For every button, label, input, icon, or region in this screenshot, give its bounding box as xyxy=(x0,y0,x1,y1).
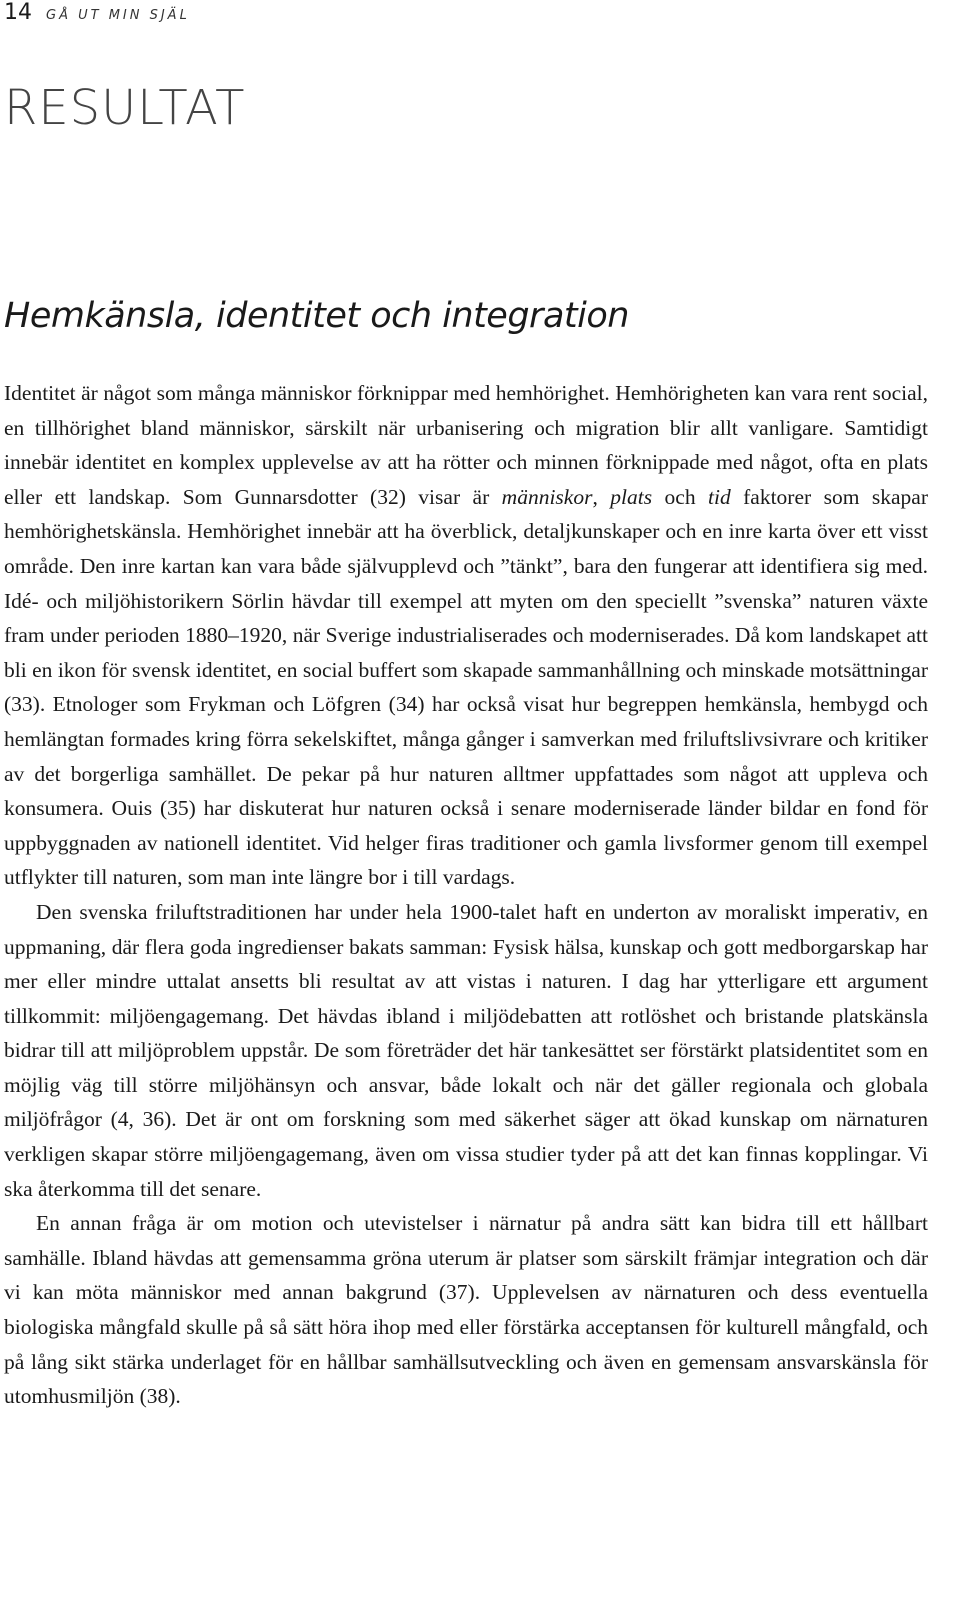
text-run: Den svenska friluftstraditionen har under hela 1900-talet haft en underton av moraliskt imperativ, en uppmaning, där flera goda ingredienser bakats samman: Fysisk hälsa, kunskap och gott medborgarskap har mer eller mindre uttalat ansetts bli resultat av att vistas i naturen. I dag har ytterligare ett argument tillkommit: miljöengagemang. Det hävdas ibland i miljödebatten att rotlöshet och bristande platskänsla bidrar till att miljöproblem uppstår. De som företräder det här tankesättet ser förstärkt platsidentitet som en möjlig väg till större miljöhänsyn och ansvar, både lokalt och när det gäller regionala och globala miljöfrågor (4, 36). Det är ont om forskning som med säkerhet säger att ökad kunskap om närnaturen verkligen skapar större miljöengagemang, även om vissa studier tyder på att det kan finnas kopplingar. Vi ska återkomma till det senare. xyxy=(4,899,928,1201)
running-title: GÅ UT MIN SJÄL xyxy=(46,8,190,23)
text-run: faktorer som skapar hemhörighetskänsla. Hemhörighet innebär att ha överblick, detaljkunskaper och en inre karta över ett visst område. Den inre kartan kan vara både självupplevd och ”tänkt”, bara den fungerar att identifiera sig med. Idé- och miljöhistorikern Sörlin hävdar till exempel att myten om den speciellt ”svenska” naturen växte fram under perioden 1880–1920, när Sverige industrialiserades och moderniserades. Då kom landskapet att bli en ikon för svensk identitet, en social buffert som skapade sammanhållning och minskade motsättningar (33). Etnologer som Frykman och Löfgren (34) har också visat hur begreppen hemkänsla, hembygd och hemlängtan formades kring förra sekelskiftet, många gånger i samverkan med friluftslivsivrare och kritiker av det borgerliga samhället. De pekar på hur naturen alltmer uppfattades som något att uppleva och konsumera. Ouis (35) har diskuterat hur naturen också i senare moderniserade länder bildar en fond för uppbyggnaden av nationell identitet. Vid helger firas traditioner och gamla livsformer genom till exempel utflykter till naturen, som man inte längre bor i till vardags. xyxy=(4,484,928,890)
paragraph-2 xyxy=(4,895,928,1206)
emphasized-term: plats xyxy=(610,484,653,509)
emphasized-term: människor xyxy=(501,484,593,509)
paragraph-3 xyxy=(4,1206,928,1414)
body-text xyxy=(4,376,928,1414)
paragraph-1 xyxy=(4,376,928,895)
text-run: och xyxy=(652,484,708,509)
running-head xyxy=(4,0,190,26)
emphasized-term: tid xyxy=(708,484,731,509)
text-run: , xyxy=(592,484,611,509)
page-number: 14 xyxy=(4,0,32,25)
text-run: Identitet är något som många människor förknippar med hemhörighet. Hemhörigheten kan vara rent social, en tillhörighet bland människor, särskilt när urbanisering och migration blir allt vanligare. Samtidigt innebär identitet en komplex upplevelse av att ha rötter och minnen förknippade med något, ofta en plats eller ett landskap. Som Gunnarsdotter (32) visar är xyxy=(4,381,928,509)
text-run: En annan fråga är om motion och utevistelser i närnatur på andra sätt kan bidra till ett hållbart samhälle. Ibland hävdas att gemensamma gröna uterum är platser som särskilt främjar integration och där vi kan möta människor med annan bakgrund (37). Upplevelsen av närnaturen och dess eventuella biologiska mångfald skulle på så sätt höra ihop med eller förstärka acceptansen för kulturell mångfald, och på lång sikt stärka underlaget för en hållbar samhällsutveckling och även en gemensam ansvarskänsla för utomhusmiljön (38). xyxy=(4,1211,928,1409)
section-title: RESULTAT xyxy=(4,80,246,136)
subheading: Hemkänsla, identitet och integration xyxy=(4,296,629,336)
